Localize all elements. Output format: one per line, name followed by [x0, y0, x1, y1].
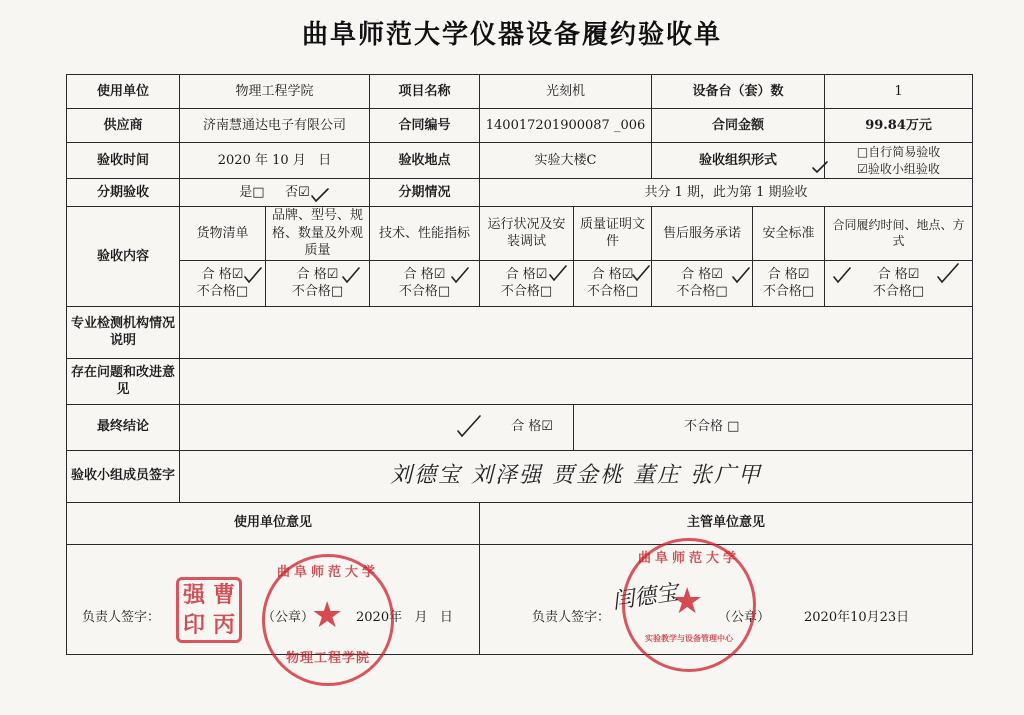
fail-check[interactable]: 不合格□ — [500, 284, 553, 300]
pass-check[interactable]: 合 格☑ — [681, 266, 723, 282]
college-seal-name: 物理工程学院 — [285, 651, 370, 666]
installment-options — [180, 179, 370, 207]
time-label: 验收时间 — [67, 143, 180, 179]
amount-label: 合同金额 — [652, 109, 825, 143]
amount-value: 99.84万元 — [825, 109, 973, 143]
fail-check[interactable]: 不合格□ — [762, 284, 815, 300]
supplier-label: 供应商 — [67, 109, 180, 143]
content-header: 品牌、型号、规格、数量及外观质量 — [266, 207, 370, 261]
dept-seal-name: 实验教学与设备管理中心 — [645, 634, 733, 643]
unit-value: 物理工程学院 — [180, 75, 370, 109]
conclusion-label: 最终结论 — [67, 404, 180, 450]
form-label: 验收组织形式 — [652, 143, 825, 179]
qty-value: 1 — [825, 75, 973, 109]
fail-check[interactable]: 不合格□ — [291, 284, 344, 300]
installment-yes[interactable]: 是□ — [239, 184, 265, 200]
pass-check[interactable]: 合 格☑ — [505, 266, 548, 282]
fail-check[interactable]: 不合格□ — [196, 284, 249, 300]
content-header: 合同履约时间、地点、方式 — [825, 207, 973, 261]
qty-label: 设备台（套）数 — [652, 75, 825, 109]
year: 2020 — [217, 152, 251, 168]
conclusion-pass[interactable]: 合 格☑ — [180, 404, 574, 450]
form-options — [825, 143, 973, 179]
problems-value — [180, 358, 973, 404]
installment-no[interactable]: 否☑ — [285, 184, 310, 200]
person-seal-char: 丙 — [212, 612, 235, 638]
contract-no-label: 合同编号 — [370, 109, 480, 143]
page-title: 曲阜师范大学仪器设备履约验收单 — [301, 20, 722, 50]
seal-star-icon: ★ — [671, 581, 704, 622]
fail-check[interactable]: 不合格□ — [398, 284, 451, 300]
content-header: 货物清单 — [180, 207, 266, 261]
fail-check[interactable]: 不合格□ — [872, 284, 925, 300]
person-seal — [176, 577, 242, 643]
acceptance-form — [66, 74, 973, 655]
admin-handwritten-signature: 闫德宝 — [610, 580, 680, 615]
option-group[interactable]: ☑验收小组验收 — [857, 161, 940, 176]
seal-star-icon: ★ — [311, 595, 344, 636]
content-header: 质量证明文件 — [574, 207, 652, 261]
pass-check[interactable]: 合 格☑ — [201, 266, 244, 282]
place-value: 实验大楼C — [480, 143, 652, 179]
conclusion-fail[interactable]: 不合格 □ — [574, 404, 973, 450]
left-sign-label: 负责人签字： — [82, 610, 161, 625]
left-seal-label: （公章） — [262, 610, 315, 625]
right-date: 2020年10月23日 — [804, 610, 910, 625]
members-signatures — [180, 450, 973, 502]
fail-check[interactable]: 不合格□ — [676, 284, 728, 300]
pass-check[interactable]: 合 格☑ — [403, 266, 446, 282]
admin-opinion-label: 主管单位意见 — [480, 502, 973, 544]
right-seal-label: （公章） — [718, 610, 771, 625]
members-signature-text: 刘德宝 刘泽强 贾金桃 董庄 张广甲 — [390, 463, 763, 489]
user-opinion-label: 使用单位意见 — [67, 502, 480, 544]
contract-no-value: 140017201900087 _006 — [480, 109, 652, 143]
members-label: 验收小组成员签字 — [67, 450, 180, 502]
dept-seal-ring-text: 曲阜师范大学 — [637, 551, 740, 566]
installment-label: 分期验收 — [67, 179, 180, 207]
person-seal-char: 强 — [182, 582, 205, 608]
project-label: 项目名称 — [370, 75, 480, 109]
content-header: 安全标准 — [753, 207, 825, 261]
time-value: 2020 年 10 月 日 — [180, 143, 370, 179]
pass-check[interactable]: 合 格☑ — [296, 266, 339, 282]
inspection-label: 专业检测机构情况说明 — [67, 306, 180, 358]
project-value: 光刻机 — [480, 75, 652, 109]
inspection-value — [180, 306, 973, 358]
content-header: 售后服务承诺 — [652, 207, 753, 261]
user-opinion-area — [67, 544, 480, 654]
month: 10 — [272, 152, 289, 168]
fail-check[interactable]: 不合格□ — [586, 284, 639, 300]
supplier-value: 济南慧通达电子有限公司 — [180, 109, 370, 143]
content-label: 验收内容 — [67, 207, 180, 307]
place-label: 验收地点 — [370, 143, 480, 179]
problems-label: 存在问题和改进意见 — [67, 358, 180, 404]
pass-check[interactable]: 合 格☑ — [767, 266, 810, 282]
person-seal-char: 曹 — [212, 582, 235, 608]
person-seal-char: 印 — [182, 612, 205, 638]
content-header: 技术、性能指标 — [370, 207, 480, 261]
left-date: 2020年 月 日 — [356, 610, 453, 625]
admin-opinion-area — [480, 544, 973, 654]
option-self[interactable]: □自行简易验收 — [856, 145, 941, 160]
pass-check[interactable]: 合 格☑ — [877, 266, 920, 282]
college-seal-ring-text: 曲阜师范大学 — [276, 565, 379, 580]
unit-label: 使用单位 — [67, 75, 180, 109]
content-header: 运行状况及安装调试 — [480, 207, 574, 261]
installment-status-label: 分期情况 — [370, 179, 480, 207]
content-result-row — [67, 260, 973, 306]
right-sign-label: 负责人签字： — [532, 610, 611, 625]
pass-check[interactable]: 合 格☑ — [591, 266, 634, 282]
installment-status-value: 共分 1 期，此为第 1 期验收 — [480, 179, 973, 207]
